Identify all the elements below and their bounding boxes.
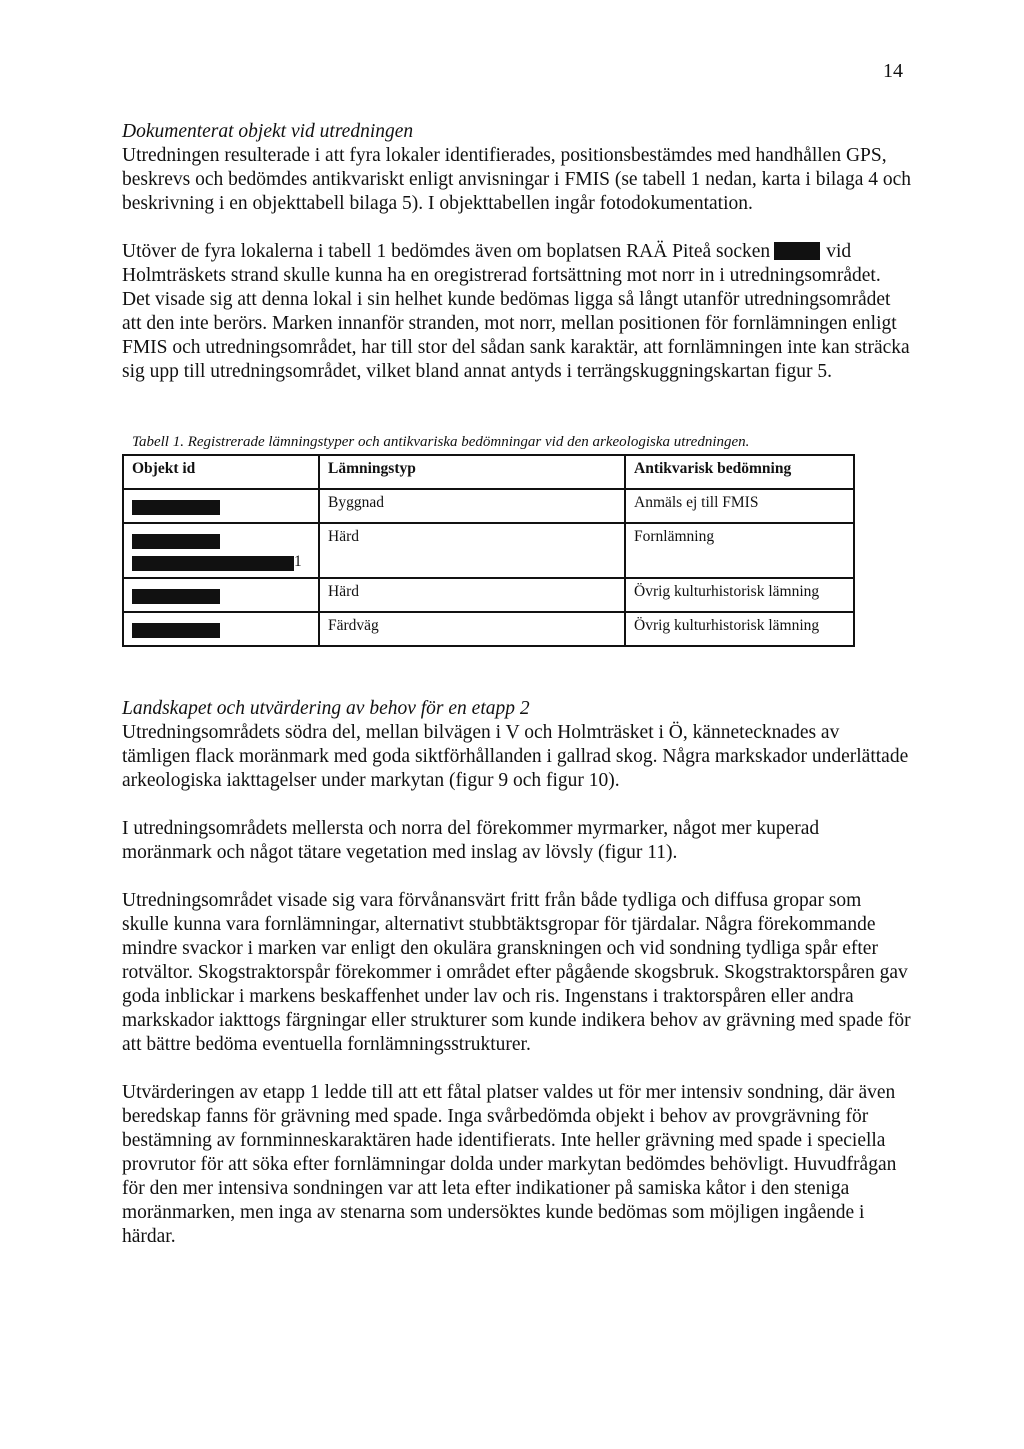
table-cell: Härd — [319, 523, 625, 578]
paragraph — [122, 240, 912, 384]
table-header: Antikvarisk bedömning — [625, 455, 854, 489]
table-row — [123, 523, 854, 578]
redaction-block — [132, 623, 220, 638]
paragraph: Utredningsområdets södra del, mellan bilvägen i V och Holmträsket i Ö, kännetecknades av tämligen flack moränmark med goda siktförhållanden i gallrad skog. Några markskador underlättade arkeologiska iakttagelser under markytan (figur 9 och figur 10). — [122, 722, 909, 791]
redaction-block — [132, 556, 294, 571]
table-cell: Färdväg — [319, 612, 625, 646]
objects-table — [122, 454, 855, 647]
redaction-block — [132, 589, 220, 604]
table-header: Objekt id — [123, 455, 319, 489]
table-cell: Härd — [319, 578, 625, 612]
table-cell-id — [123, 578, 319, 612]
table-cell-id — [123, 523, 319, 578]
redaction-block — [132, 500, 220, 515]
table-caption: Tabell 1. Registrerade lämningstyper och antikvariska bedömningar vid den arkeologiska utredningen. — [132, 434, 750, 450]
redaction-block — [132, 534, 220, 549]
table-header: Lämningstyp — [319, 455, 625, 489]
table-cell-id — [123, 612, 319, 646]
section-heading-landscape: Landskapet och utvärdering av behov för en etapp 2 — [122, 698, 530, 719]
page-content — [122, 120, 912, 1249]
table-cell: Övrig kulturhistorisk lämning — [625, 612, 854, 646]
table-cell: Övrig kulturhistorisk lämning — [625, 578, 854, 612]
table-cell: Byggnad — [319, 489, 625, 523]
table-cell-id — [123, 489, 319, 523]
table-cell: Anmäls ej till FMIS — [625, 489, 854, 523]
table-row — [123, 489, 854, 523]
id-suffix: 1 — [294, 553, 302, 570]
section-heading-documented: Dokumenterat objekt vid utredningen — [122, 121, 414, 142]
table-header-row — [123, 455, 854, 489]
paragraph-text: vid Holmträskets strand skulle kunna ha en oregistrerad fortsättning mot norr in i utredningsområdet. Det visade sig att denna lokal i sin helhet kunde bedömas ligga så långt utanför utredningsområdet att den inte berörs. Marken innanför stranden, mot norr, mellan positionen för fornlämningen enligt FMIS och utredningsområdet, har till stor del sådan sank karaktär, att fornlämningen inte kan sträcka sig upp till utredningsområdet, vilket bland annat antyds i terrängskuggningskartan figur 5. — [122, 241, 910, 382]
paragraph: Utredningsområdet visade sig vara förvånansvärt fritt från både tydliga och diffusa gropar som skulle kunna vara fornlämningar, alternativt stubbtäktsgropar för tjärdalar. Några förekommande mindre svackor i marken var enligt den okulära granskningen och vid sondning tydliga spår efter rotvältor. Skogstraktorspår förekommer i området efter pågående skogsbruk. Skogstraktorspåren gav goda inblickar i markens beskaffenhet under lav och ris. Ingenstans i traktorspåren eller andra markskador iakttogs färgningar eller strukturer som kunde indikera behov av grävning med spade för att bättre bedöma eventuella fornlämningsstrukturer. — [122, 890, 911, 1055]
table-row — [123, 612, 854, 646]
page-number: 14 — [883, 60, 903, 82]
paragraph: Utvärderingen av etapp 1 ledde till att ett fåtal platser valdes ut för mer intensiv sondning, där även beredskap fanns för grävning med spade. Inga svårbedömda objekt i behov av provgrävning för bestämning av fornminneskaraktären hade identifierats. Inte heller grävning med spade i speciella provrutor för att söka efter fornlämningar dolda under markytan bedömdes behövligt. Huvudfrågan för den mer intensiva sondningen var att leta efter indikationer på samiska kåtor i den steniga moränmarken, men inga av stenarna som undersöktes kunde bedömas som möjligen ingående i härdar. — [122, 1082, 897, 1247]
table-cell: Fornlämning — [625, 523, 854, 578]
table-row — [123, 578, 854, 612]
paragraph: Utredningen resulterade i att fyra lokaler identifierades, positionsbestämdes med handhållen GPS, beskrevs och bedömdes antikvariskt enligt anvisningar i FMIS (se tabell 1 nedan, karta i bilaga 4 och beskrivning i en objekttabell bilaga 5). I objekttabellen ingår fotodokumentation. — [122, 145, 912, 214]
redaction-wrap — [132, 553, 310, 571]
redaction-block — [774, 242, 820, 260]
paragraph: I utredningsområdets mellersta och norra del förekommer myrmarker, något mer kuperad moränmark och något tätare vegetation med inslag av lövsly (figur 11). — [122, 818, 820, 863]
paragraph-text: Utöver de fyra lokalerna i tabell 1 bedömdes även om boplatsen RAÄ Piteå socken — [122, 241, 771, 262]
